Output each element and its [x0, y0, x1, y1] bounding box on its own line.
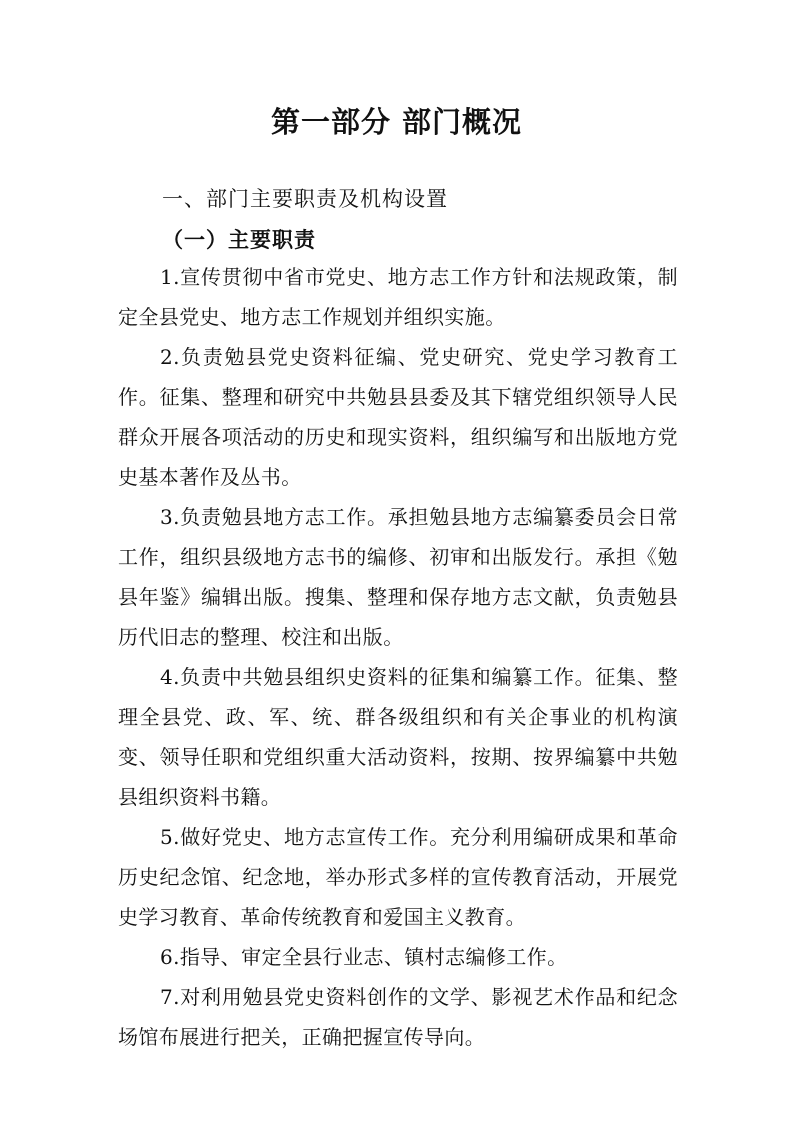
subsection-heading: （一）主要职责 — [162, 227, 316, 252]
duty-paragraph-4: 4.负责中共勉县组织史资料的征集和编纂工作。征集、整理全县党、政、军、统、群各级组织和有关企事业的机构演变、领导任职和党组织重大活动资料，按期、按界编纂中共勉县组织资料书籍。 — [118, 665, 678, 809]
duty-paragraph-3: 3.负责勉县地方志工作。承担勉县地方志编纂委员会日常工作，组织县级地方志书的编修、初审和出版发行。承担《勉县年鉴》编辑出版。搜集、整理和保存地方志文献，负责勉县历代旧志的整理、校注和出版。 — [118, 505, 678, 649]
duty-paragraph-1: 1.宣传贯彻中省市党史、地方志工作方针和法规政策，制定全县党史、地方志工作规划并组织实施。 — [118, 265, 678, 329]
duty-paragraph-7: 7.对利用勉县党史资料创作的文学、影视艺术作品和纪念场馆布展进行把关，正确把握宣传导向。 — [118, 985, 678, 1049]
duty-paragraph-6: 6.指导、审定全县行业志、镇村志编修工作。 — [160, 945, 568, 969]
section-heading: 一、部门主要职责及机构设置 — [162, 187, 448, 211]
duty-paragraph-5: 5.做好党史、地方志宣传工作。充分利用编研成果和革命历史纪念馆、纪念地，举办形式多样的宣传教育活动，开展党史学习教育、革命传统教育和爱国主义教育。 — [118, 825, 678, 929]
duties-list — [118, 257, 678, 1057]
page-title: 第一部分 部门概况 — [270, 105, 523, 139]
duty-paragraph-2: 2.负责勉县党史资料征编、党史研究、党史学习教育工作。征集、整理和研究中共勉县县委及其下辖党组织领导人民群众开展各项活动的历史和现实资料，组织编写和出版地方党史基本著作及丛书。 — [118, 345, 678, 489]
